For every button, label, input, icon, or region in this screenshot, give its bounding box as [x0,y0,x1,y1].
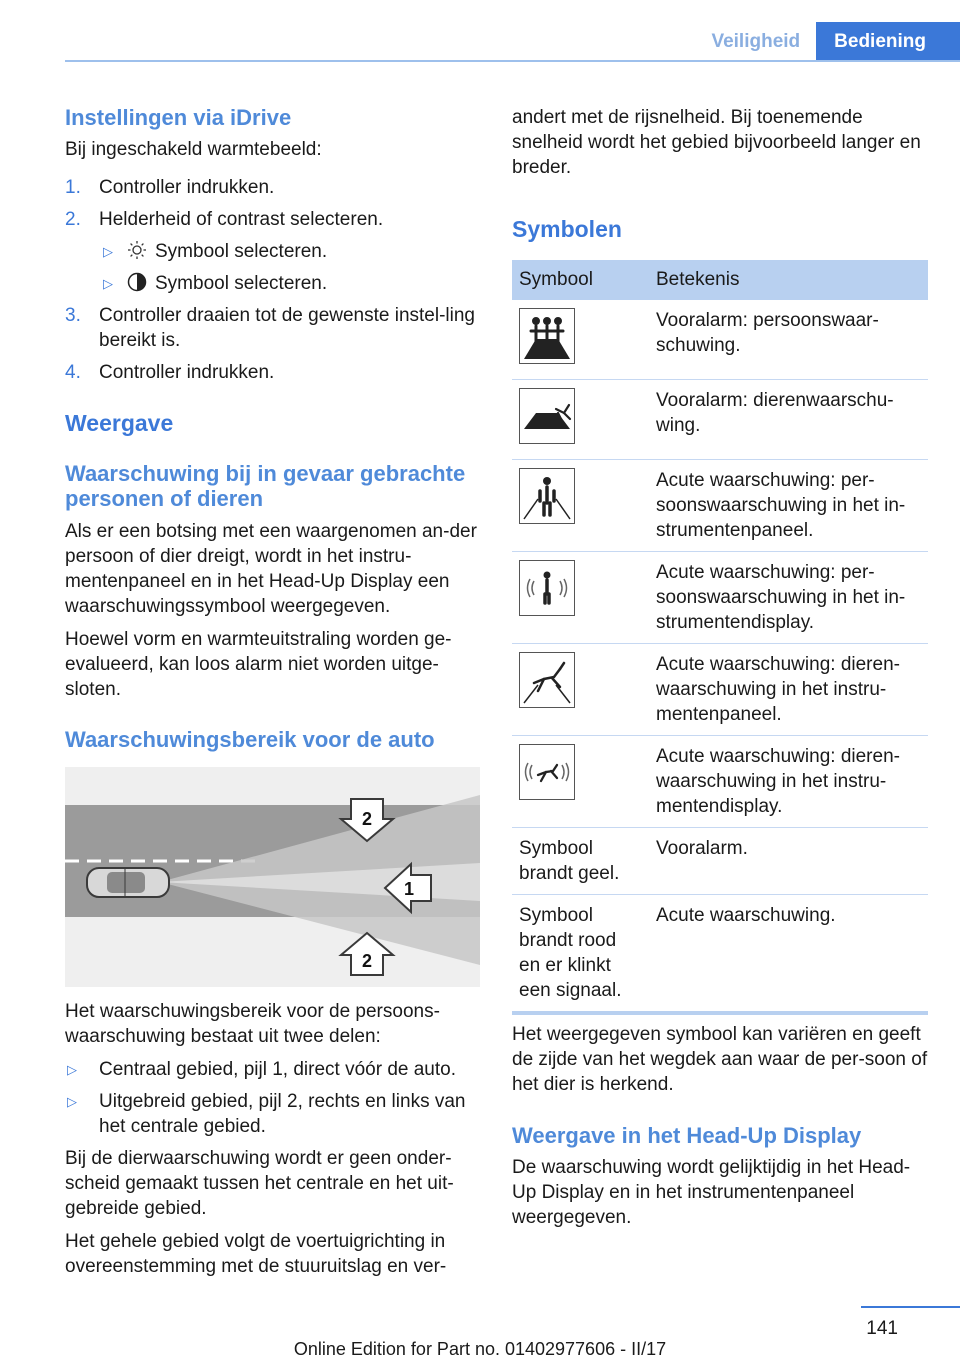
bullet-extended: ▷ Uitgebreid gebied, pijl 2, rechts en links van het centrale gebied. [67,1091,466,1137]
tab-operation[interactable]: Bediening [816,22,960,62]
heading-display: Weergave [65,410,174,436]
edition-footer: Online Edition for Part no. 01402977606 - II/17 [293,1339,667,1359]
svg-text:2: 2 [361,951,373,971]
step-2: 2. Helderheid of contrast selecteren. [65,209,384,230]
substep-brightness: ▷ Symbool selecteren. [103,241,328,262]
continued-text: andert met de rijsnelheid. Bij toenemende snelheid wordt het gebied bijvoorbeeld langer en breder. [512,107,921,178]
warning-text-1: Als er een botsing met een waargenomen an-der persoon of dier dreigt, wordt in het instru-mentenpaneel en in het Head-Up Display een waarschuwingssymbool weergegeven. [65,521,477,617]
step-1: 1. Controller indrukken. [65,177,275,198]
pedestrian-acute-display-icon [519,560,575,616]
brightness-icon [127,240,147,260]
hud-text: De waarschuwing wordt gelijktijdig in het Head-Up Display en in het instrumentenpaneel weergegeven. [512,1157,911,1228]
animal-text: Bij de dierwaarschuwing wordt er geen onder-scheid gemaakt tussen het centrale en het uit-gebreide gebied. [65,1148,454,1219]
warning-range-diagram [65,767,480,987]
animal-acute-display-icon [519,744,575,800]
car-icon [87,868,169,897]
side-text: Het weergegeven symbool kan variëren en geeft de zijde van het wegdek aan waar de per-soon of het dier is herkend. [512,1024,928,1095]
col-meaning: Betekenis [649,260,928,300]
warning-range-figure [65,767,480,987]
bullet-central: ▷ Centraal gebied, pijl 1, direct vóór de auto. [67,1059,456,1080]
contrast-icon [127,272,147,292]
table-row: Symbool brandt rood en er klinkt een signaal. Acute waarschuwing. [512,895,928,1014]
step-4: 4. Controller indrukken. [65,362,275,383]
header-rule [65,60,960,62]
table-row: Vooralarm: dierenwaarschu-wing. [512,380,928,460]
heading-symbols: Symbolen [512,216,622,242]
heading-hud: Weergave in het Head-Up Display [512,1123,862,1148]
page-number: 141 [866,1318,898,1339]
follow-text: Het gehele gebied volgt de voertuigrichting in overeenstemming met de stuuruitslag en ver- [65,1231,447,1277]
table-row: Symbool brandt geel. Vooralarm. [512,828,928,895]
warning-text-2: Hoewel vorm en warmteuitstraling worden ge-evalueerd, kan loos alarm niet worden uitge-sloten. [65,629,452,700]
table-row: Vooralarm: persoonswaar-schuwing. [512,300,928,380]
table-header [512,260,928,300]
page-number-rule [861,1306,960,1308]
step-3: 3. Controller draaien tot de gewenste instel-ling bereikt is. [65,305,475,351]
table-row: Acute waarschuwing: per-soonswaarschuwing in het in-strumentenpaneel. [512,460,928,552]
pedestrian-prewarning-icon [519,308,575,364]
svg-text:2: 2 [361,809,373,829]
heading-settings: Instellingen via iDrive [65,105,292,130]
settings-intro: Bij ingeschakeld warmtebeeld: [65,139,322,160]
table-row: Acute waarschuwing: dieren-waarschuwing in het instru-mentendisplay. [512,736,928,828]
table-row: Acute waarschuwing: dieren-waarschuwing in het instru-mentenpaneel. [512,644,928,736]
heading-warning: Waarschuwing bij in gevaar gebrachte personen of dieren [65,461,466,511]
animal-acute-panel-icon [519,652,575,708]
heading-range: Waarschuwingsbereik voor de auto [65,727,435,752]
symbols-table [512,260,928,1015]
tab-safety[interactable]: Veiligheid [711,31,801,52]
col-symbol: Symbool [512,260,649,300]
animal-prewarning-icon [519,388,575,444]
substep-contrast: ▷ Symbool selecteren. [103,273,328,294]
range-intro: Het waarschuwingsbereik voor de persoons-waarschuwing bestaat uit twee delen: [65,1001,440,1047]
table-row: Acute waarschuwing: per-soonswaarschuwing in het in-strumentendisplay. [512,552,928,644]
svg-text:1: 1 [403,879,415,899]
pedestrian-acute-panel-icon [519,468,575,524]
chapter-tabs [695,22,960,62]
